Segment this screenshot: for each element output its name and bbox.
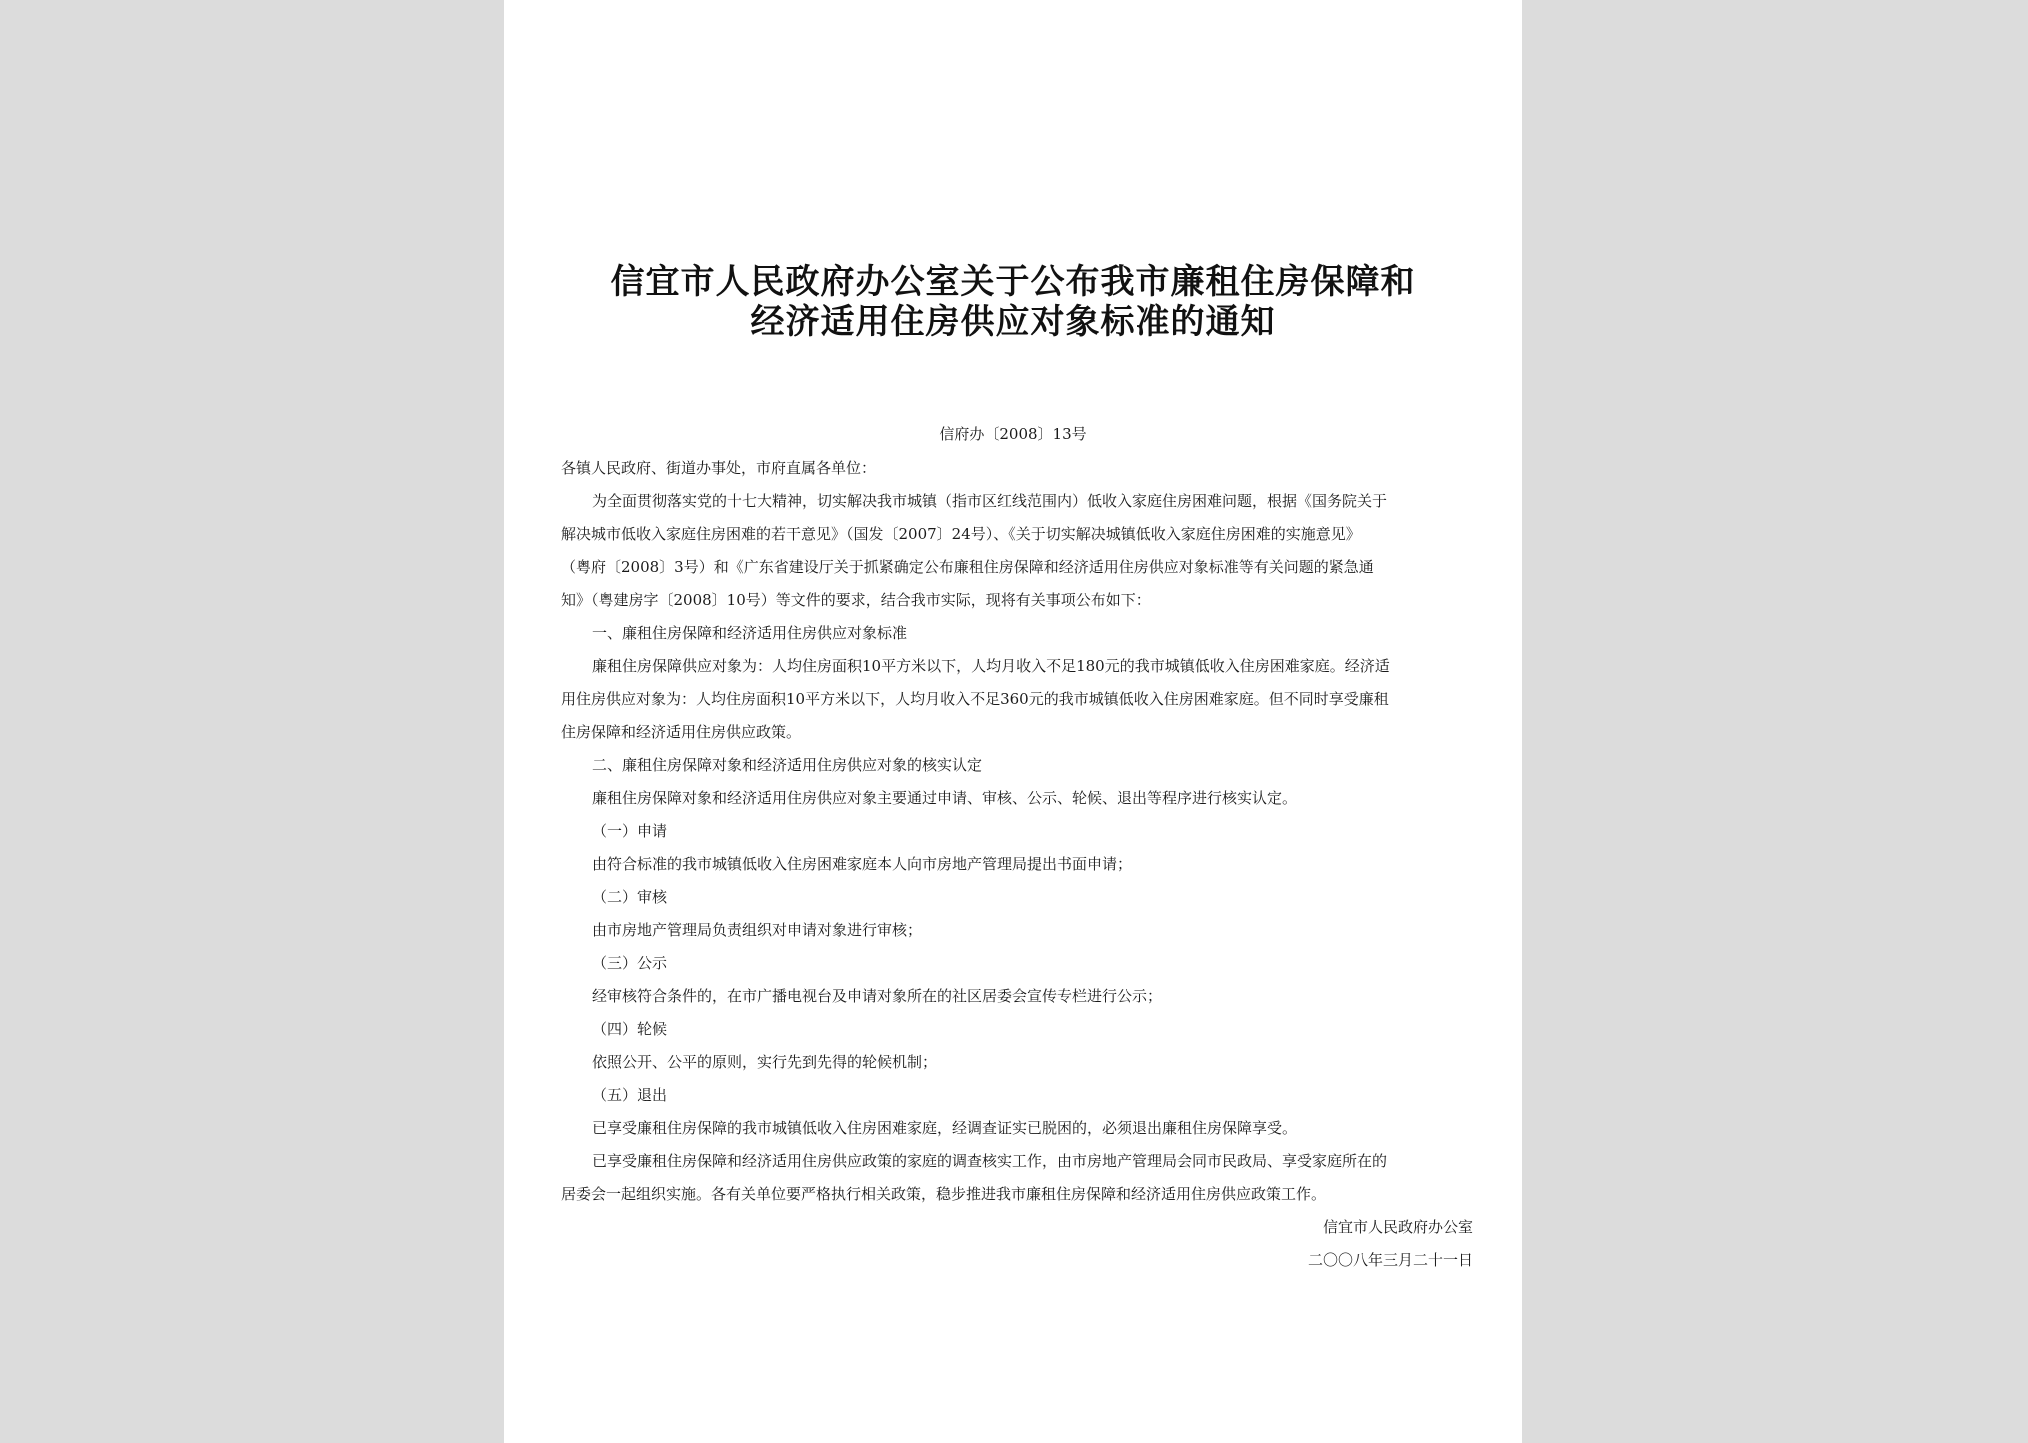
body-line: 知》（粤建房字〔2008〕10号）等文件的要求，结合我市实际，现将有关事项公布如下： <box>561 591 1151 609</box>
body-line: 由符合标准的我市城镇低收入住房困难家庭本人向市房地产管理局提出书面申请； <box>592 855 1133 873</box>
subsection-heading: （二）审核 <box>592 888 668 906</box>
signature: 信宜市人民政府办公室 <box>1322 1218 1473 1236</box>
body-line: 为全面贯彻落实党的十七大精神，切实解决我市城镇（指市区红线范围内）低收入家庭住房困难问题，根据《国务院关于 <box>592 492 1388 510</box>
document-page <box>504 0 1522 1443</box>
title-line-1: 信宜市人民政府办公室关于公布我市廉租住房保障和 <box>610 262 1416 302</box>
subsection-heading: （四）轮候 <box>592 1020 668 1038</box>
document-number: 信府办〔2008〕13号 <box>939 425 1087 443</box>
subsection-heading: （一）申请 <box>592 822 668 840</box>
document-title <box>564 262 1462 342</box>
body-line: 解决城市低收入家庭住房困难的若干意见》（国发〔2007〕24号）、《关于切实解决城镇低收入家庭住房困难的实施意见》 <box>561 525 1361 543</box>
section-heading: 一、廉租住房保障和经济适用住房供应对象标准 <box>592 624 908 642</box>
subsection-heading: （三）公示 <box>592 954 668 972</box>
body-line: 用住房供应对象为：人均住房面积10平方米以下，人均月收入不足360元的我市城镇低收入住房困难家庭。但不同时享受廉租 <box>561 690 1389 708</box>
title-line-2: 经济适用住房供应对象标准的通知 <box>750 302 1276 342</box>
section-heading: 二、廉租住房保障对象和经济适用住房供应对象的核实认定 <box>592 756 983 774</box>
document-body <box>561 452 1473 1277</box>
body-line: 经审核符合条件的，在市广播电视台及申请对象所在的社区居委会宣传专栏进行公示； <box>592 987 1163 1005</box>
body-line: （粤府〔2008〕3号）和《广东省建设厅关于抓紧确定公布廉租住房保障和经济适用住房供应对象标准等有关问题的紧急通 <box>561 558 1374 576</box>
body-line: 已享受廉租住房保障和经济适用住房供应政策的家庭的调查核实工作，由市房地产管理局会同市民政局、享受家庭所在的 <box>592 1152 1388 1170</box>
salutation: 各镇人民政府、街道办事处，市府直属各单位： <box>561 459 877 477</box>
body-line: 已享受廉租住房保障的我市城镇低收入住房困难家庭，经调查证实已脱困的，必须退出廉租住房保障享受。 <box>592 1119 1298 1137</box>
body-line: 由市房地产管理局负责组织对申请对象进行审核； <box>592 921 923 939</box>
body-line: 住房保障和经济适用住房供应政策。 <box>561 723 802 741</box>
body-line: 依照公开、公平的原则，实行先到先得的轮候机制； <box>592 1053 938 1071</box>
body-line: 廉租住房保障供应对象为：人均住房面积10平方米以下，人均月收入不足180元的我市城镇低收入住房困难家庭。经济适 <box>592 657 1390 675</box>
subsection-heading: （五）退出 <box>592 1086 668 1104</box>
document-date: 二〇〇八年三月二十一日 <box>1307 1251 1473 1269</box>
body-line: 居委会一起组织实施。各有关单位要严格执行相关政策，稳步推进我市廉租住房保障和经济适用住房供应政策工作。 <box>561 1185 1327 1203</box>
body-line: 廉租住房保障对象和经济适用住房供应对象主要通过申请、审核、公示、轮候、退出等程序进行核实认定。 <box>592 789 1298 807</box>
